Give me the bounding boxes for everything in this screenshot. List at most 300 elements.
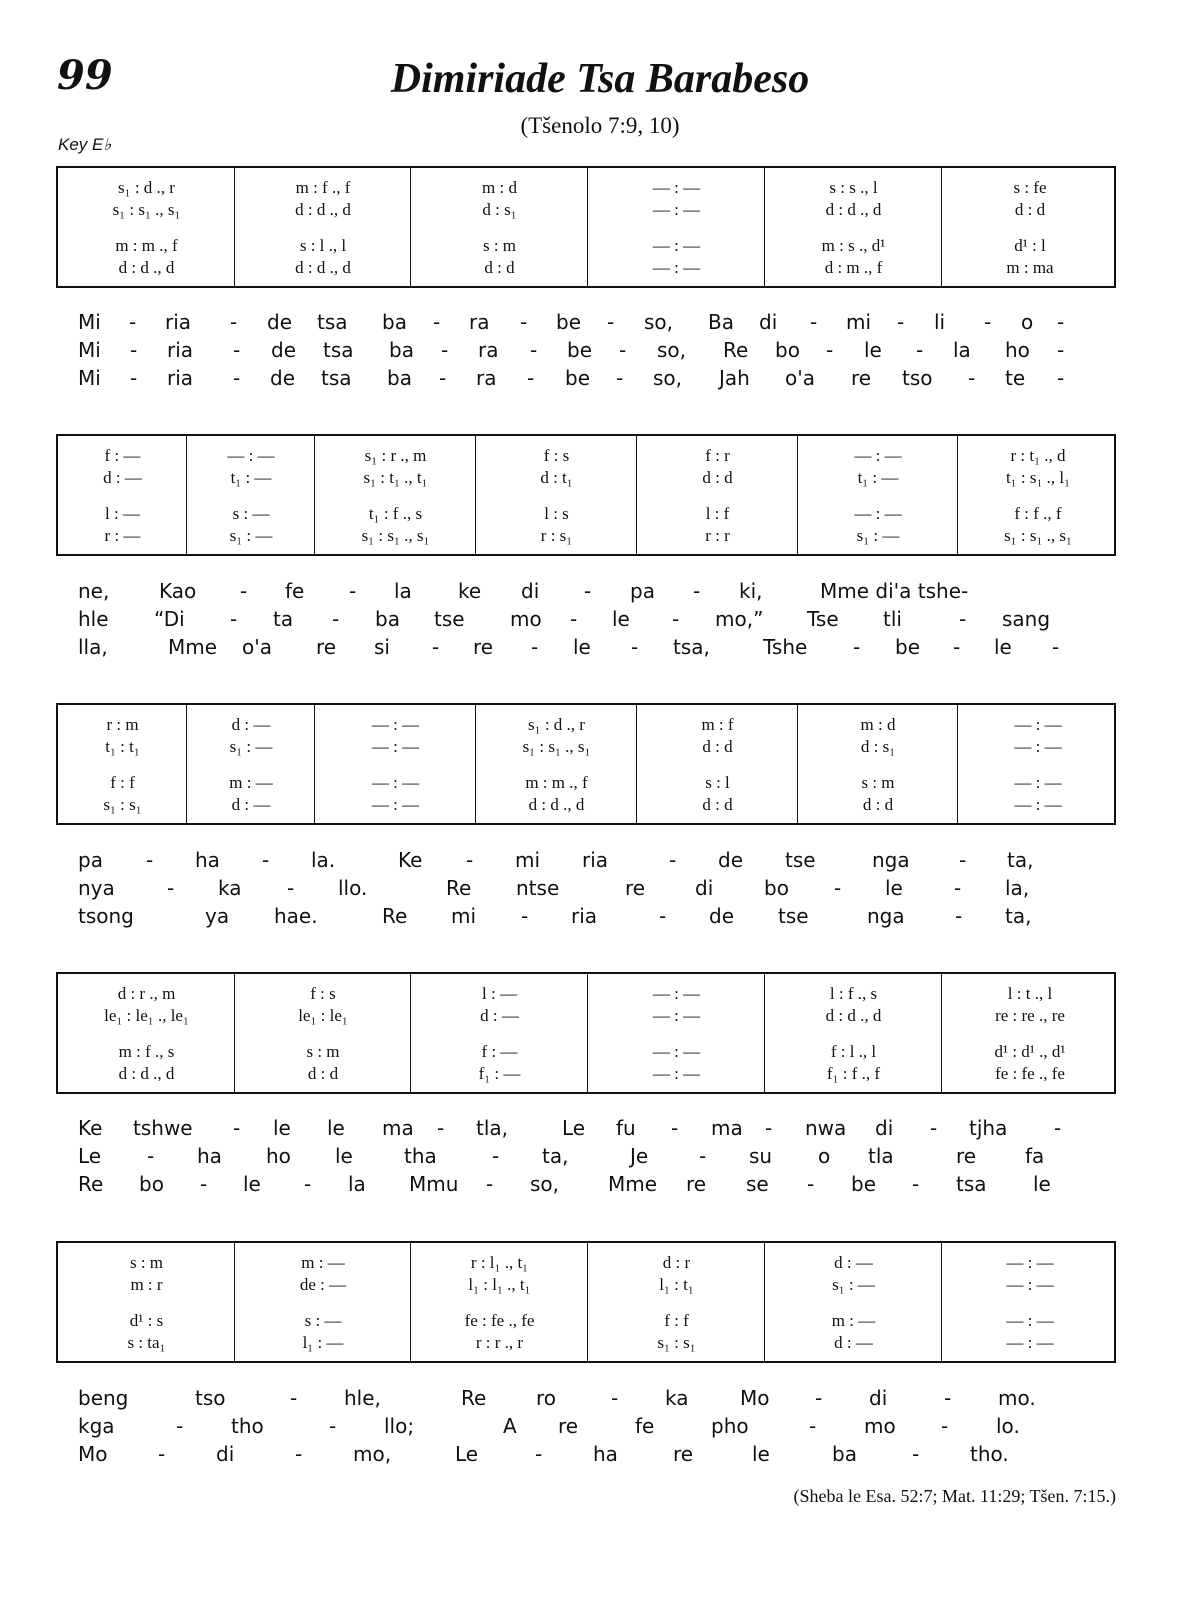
solfa-measure: l : f (705, 504, 730, 523)
solfa-measure: d : d ., d (825, 1006, 882, 1025)
lyric-syllable: re (956, 1144, 977, 1168)
lyric-syllable: - (1057, 366, 1065, 390)
lyric-syllable: - (916, 338, 924, 362)
solfa-measure: f : f ., f (1014, 504, 1062, 523)
solfa-measure: s : — (232, 504, 270, 523)
lyric-line-verse-1 (56, 1114, 1136, 1142)
lyric-syllable: re (625, 876, 646, 900)
lyric-syllable: - (233, 366, 241, 390)
solfa-measure: f : — (481, 1042, 518, 1061)
solfa-measure: — : — (371, 737, 420, 756)
lyric-syllable: - (809, 1414, 817, 1438)
solfa-measure: s₁ : d ., r (528, 715, 585, 734)
solfa-measure: s : l ., l (299, 236, 347, 255)
lyric-syllable: Mme (168, 635, 218, 659)
solfa-measure: — : — (1006, 1253, 1054, 1272)
lyric-syllable: - (672, 607, 680, 631)
lyric-syllable: bo (139, 1172, 164, 1196)
lyric-syllable: A (503, 1414, 517, 1438)
lyric-syllable: Re (382, 904, 408, 928)
lyric-syllable: - (1054, 1116, 1062, 1140)
lyric-syllable: be (851, 1172, 876, 1196)
lyric-syllable: Le (562, 1116, 586, 1140)
lyric-syllable: - (130, 338, 138, 362)
solfa-measure: d : — (103, 468, 142, 487)
lyric-line-verse-1 (56, 846, 1136, 874)
lyric-syllable: si (374, 635, 390, 659)
lyric-syllable: tsa (323, 338, 354, 362)
lyric-syllable: tha (404, 1144, 437, 1168)
lyric-syllable: - (147, 1144, 155, 1168)
lyric-syllable: te (1005, 366, 1026, 390)
solfa-measure: re : re ., re (995, 1006, 1065, 1025)
lyric-syllable: ba (387, 366, 412, 390)
lyric-syllable: mo,” (715, 607, 764, 631)
solfa-measure: r : t₁ ., d (1010, 446, 1066, 465)
lyric-syllable: - (671, 1116, 679, 1140)
lyric-syllable: be (567, 338, 592, 362)
lyric-syllable: hle (78, 607, 109, 631)
solfa-measure: t₁ : t₁ (105, 737, 140, 756)
tenor-part (58, 234, 1114, 258)
bass-part (58, 1062, 1114, 1086)
lyric-syllable: ria (167, 366, 194, 390)
lyric-syllable: kga (78, 1414, 115, 1438)
solfa-measure: m : m ., f (115, 236, 178, 255)
lyric-syllable: - (611, 1386, 619, 1410)
lyric-syllable: tse (434, 607, 465, 631)
lyric-syllable: ne, (78, 579, 110, 603)
lyric-syllable: Re (446, 876, 472, 900)
hymn-number: 99 (57, 52, 113, 99)
lyric-syllable: - (167, 876, 175, 900)
lyric-syllable: nya (78, 876, 115, 900)
lyric-syllable: le (573, 635, 591, 659)
lyric-syllable: mo. (998, 1386, 1036, 1410)
lyric-syllable: so, (530, 1172, 560, 1196)
lyric-syllable: tli (883, 607, 902, 631)
lyric-syllable: de (270, 366, 295, 390)
lyric-syllable: la (394, 579, 412, 603)
solfa-measure: s : m (306, 1042, 340, 1061)
lyric-syllable: - (233, 1116, 241, 1140)
solfa-measure: d : r ., m (117, 984, 176, 1003)
solfa-measure: m : r (130, 1275, 163, 1294)
lyric-syllable: Ke (398, 848, 423, 872)
solfa-measure: d¹ : d¹ ., d¹ (994, 1042, 1066, 1061)
solfa-measure: m : d (860, 715, 896, 734)
lyric-syllable: tho (231, 1414, 264, 1438)
lyric-syllable: ha (593, 1442, 618, 1466)
solfa-measure: m : m ., f (525, 773, 588, 792)
bass-part (58, 793, 1114, 817)
tenor-part (58, 771, 1114, 795)
lyric-syllable: ria (571, 904, 598, 928)
lyric-syllable: - (607, 310, 615, 334)
lyric-syllable: tsa (321, 366, 352, 390)
lyric-syllable: fu (616, 1116, 636, 1140)
lyric-syllable: le (864, 338, 882, 362)
soprano-part (58, 713, 1114, 737)
solfa-measure: — : — (652, 236, 701, 255)
lyric-syllable: - (1057, 338, 1065, 362)
solfa-measure: f₁ : f ., f (826, 1064, 881, 1083)
solfa-measure: m : f (701, 715, 734, 734)
solfa-measure: f : s (543, 446, 570, 465)
lyric-syllable: - (535, 1442, 543, 1466)
lyric-line-verse-3 (56, 1170, 1136, 1198)
lyric-syllable: tla (868, 1144, 894, 1168)
lyric-syllable: - (527, 366, 535, 390)
lyric-syllable: - (584, 579, 592, 603)
lyric-syllable: re (673, 1442, 694, 1466)
lyric-syllable: pa (78, 848, 103, 872)
solfa-measure: m : ma (1006, 258, 1054, 277)
lyric-syllable: - (432, 635, 440, 659)
solfa-measure: le₁ : le₁ ., le₁ (104, 1006, 189, 1025)
lyric-syllable: - (897, 310, 905, 334)
lyric-syllable: - (146, 848, 154, 872)
solfa-measure: s₁ : s₁ ., s₁ (112, 200, 181, 219)
lyric-syllable: - (570, 607, 578, 631)
lyric-syllable: mo, (353, 1442, 392, 1466)
lyric-syllable: - (230, 310, 238, 334)
solfa-measure: — : — (652, 178, 701, 197)
lyric-syllable: - (158, 1442, 166, 1466)
lyric-syllable: la, (1005, 876, 1030, 900)
solfa-measure: s : m (482, 236, 517, 255)
solfa-measure: d : d ., d (825, 200, 882, 219)
bass-part (58, 524, 1114, 548)
lyric-syllable: de (709, 904, 734, 928)
lyric-syllable: ra (478, 338, 499, 362)
lyric-syllable: - (437, 1116, 445, 1140)
lyric-syllable: - (954, 876, 962, 900)
solfa-measure: m : — (831, 1311, 876, 1330)
solfa-measure: d : — (231, 715, 271, 734)
lyric-line-verse-2 (56, 1412, 1136, 1440)
solfa-measure: t₁ : f ., s (368, 504, 423, 523)
lyric-syllable: ya (205, 904, 230, 928)
lyric-syllable: re (851, 366, 872, 390)
lyric-syllable: ka (665, 1386, 689, 1410)
lyric-syllable: o (818, 1144, 831, 1168)
soprano-part (58, 1251, 1114, 1275)
solfa-measure: — : — (652, 258, 701, 277)
lyric-syllable: - (984, 310, 992, 334)
solfa-measure: t₁ : — (857, 468, 899, 487)
solfa-measure: s₁ : s₁ ., s₁ (1004, 526, 1072, 545)
solfa-measure: s : m (861, 773, 895, 792)
lyric-syllable: - (441, 338, 449, 362)
solfa-measure: — : — (1014, 715, 1062, 734)
solfa-measure: d : t₁ (540, 468, 573, 487)
lyric-syllable: ma (382, 1116, 414, 1140)
lyric-syllable: - (433, 310, 441, 334)
lyric-syllable: - (130, 366, 138, 390)
lyric-syllable: - (699, 1144, 707, 1168)
solfa-measure: d : s₁ (482, 200, 517, 219)
lyric-syllable: - (439, 366, 447, 390)
scripture-reference: (Tšenolo 7:9, 10) (520, 113, 680, 138)
lyric-syllable: lla, (78, 635, 108, 659)
solfa-measure: m : d (482, 178, 517, 197)
lyric-syllable: tjha (969, 1116, 1008, 1140)
solfa-measure: s₁ : t₁ ., t₁ (363, 468, 428, 487)
solfa-measure: m : — (229, 773, 273, 792)
lyric-syllable: - (176, 1414, 184, 1438)
solfa-measure: — : — (854, 504, 902, 523)
lyric-syllable: lo. (996, 1414, 1020, 1438)
solfa-measure: m : s ., d¹ (821, 236, 886, 255)
lyric-syllable: re (473, 635, 494, 659)
lyric-syllable: - (200, 1172, 208, 1196)
solfa-measure: d : d (702, 737, 733, 756)
solfa-measure: s : s ., l (829, 178, 878, 197)
solfa-measure: de : — (299, 1275, 347, 1294)
solfa-measure: s₁ : s₁ ., s₁ (361, 526, 430, 545)
lyric-syllable: - (531, 635, 539, 659)
lyric-syllable: o'a (242, 635, 272, 659)
lyric-syllable: ha (197, 1144, 222, 1168)
lyric-syllable: Tse (807, 607, 839, 631)
solfa-measure: — : — (652, 1064, 701, 1083)
solfa-measure: s : m (129, 1253, 164, 1272)
lyric-syllable: sang (1002, 607, 1051, 631)
solfa-measure: d : r (662, 1253, 691, 1272)
lyric-syllable: fe (285, 579, 305, 603)
solfa-measure: s : ta₁ (127, 1333, 166, 1352)
lyric-syllable: ta, (1007, 848, 1034, 872)
lyric-syllable: be (565, 366, 590, 390)
lyric-syllable: - (295, 1442, 303, 1466)
lyric-syllable: Kao (159, 579, 197, 603)
solfa-measure: d : d (1014, 200, 1046, 219)
lyric-syllable: llo; (384, 1414, 415, 1438)
solfa-measure: r : r ., r (475, 1333, 524, 1352)
solfa-measure: — : — (652, 984, 701, 1003)
lyric-syllable: ria (167, 338, 194, 362)
solfa-measure: s : — (304, 1311, 342, 1330)
lyric-syllable: di (875, 1116, 894, 1140)
solfa-measure: t₁ : — (230, 468, 272, 487)
lyric-syllable: - (290, 1386, 298, 1410)
lyric-syllable: ria (582, 848, 609, 872)
solfa-measure: — : — (227, 446, 275, 465)
lyric-syllable: - (955, 904, 963, 928)
solfa-measure: d : — (231, 795, 271, 814)
solfa-measure: — : — (1014, 773, 1062, 792)
solfa-measure: s₁ : s₁ (103, 795, 142, 814)
lyric-syllable: Mi (78, 310, 101, 334)
lyric-syllable: so, (653, 366, 683, 390)
lyric-syllable: o (1021, 310, 1034, 334)
lyric-syllable: Re (723, 338, 749, 362)
solfa-measure: d : d ., d (118, 258, 175, 277)
lyric-syllable: di (869, 1386, 888, 1410)
lyric-syllable: Re (461, 1386, 487, 1410)
lyric-syllable: be (556, 310, 581, 334)
solfa-measure: — : — (652, 1042, 701, 1061)
lyric-syllable: - (230, 607, 238, 631)
solfa-measure: s₁ : — (832, 1275, 875, 1294)
lyric-syllable: beng (78, 1386, 129, 1410)
solfa-measure: m : f ., s (118, 1042, 175, 1061)
solfa-measure: le₁ : le₁ (298, 1006, 348, 1025)
lyric-syllable: tsa (317, 310, 348, 334)
lyric-syllable: Ba (708, 310, 734, 334)
lyric-syllable: ta (273, 607, 294, 631)
solfa-measure: d : d (307, 1064, 339, 1083)
lyric-syllable: be (895, 635, 920, 659)
lyric-syllable: la. (311, 848, 336, 872)
solfa-measure: — : — (371, 773, 420, 792)
solfa-measure: f : f (664, 1311, 689, 1330)
solfa-measure: l : — (482, 984, 517, 1003)
solfa-measure: l₁ : — (302, 1333, 344, 1352)
lyric-syllable: di (759, 310, 778, 334)
solfa-measure: d : d (484, 258, 515, 277)
lyric-syllable: - (959, 848, 967, 872)
bass-part (58, 1331, 1114, 1355)
lyric-syllable: - (912, 1172, 920, 1196)
solfa-measure: r : — (104, 526, 141, 545)
solfa-measure: s₁ : — (229, 737, 273, 756)
lyric-syllable: mi (846, 310, 872, 334)
lyric-syllable: - (807, 1172, 815, 1196)
lyric-syllable: - (287, 876, 295, 900)
lyric-syllable: - (262, 848, 270, 872)
lyric-syllable: Re (78, 1172, 104, 1196)
solfa-measure: s₁ : r ., m (364, 446, 427, 465)
lyric-syllable: - (959, 607, 967, 631)
lyric-syllable: Je (630, 1144, 649, 1168)
lyric-syllable: se (746, 1172, 769, 1196)
solfa-measure: d : d ., d (528, 795, 585, 814)
solfa-measure: l : s (544, 504, 569, 523)
lyric-syllable: hae. (274, 904, 318, 928)
lyric-syllable: - (834, 876, 842, 900)
lyric-syllable: ki, (739, 579, 763, 603)
solfa-measure: d : — (834, 1253, 873, 1272)
lyric-syllable: Mo (78, 1442, 108, 1466)
lyric-syllable: tsong (78, 904, 134, 928)
lyric-syllable: bo (764, 876, 789, 900)
solfa-measure: l : — (105, 504, 140, 523)
lyric-line-verse-3 (56, 633, 1136, 661)
lyric-syllable: tho. (970, 1442, 1009, 1466)
solfa-measure: fe : fe ., fe (464, 1311, 535, 1330)
lyric-syllable: Ke (78, 1116, 103, 1140)
solfa-measure: — : — (371, 795, 420, 814)
solfa-measure: d¹ : l (1014, 236, 1046, 255)
solfa-measure: f : f (110, 773, 135, 792)
alto-part (58, 466, 1114, 490)
solfa-measure: — : — (1006, 1275, 1054, 1294)
lyric-syllable: pa (630, 579, 655, 603)
cross-references: (Sheba le Esa. 52:7; Mat. 11:29; Tšen. 7:15.) (793, 1486, 1116, 1506)
solfa-measure: f : l ., l (830, 1042, 877, 1061)
lyric-syllable: mi (451, 904, 477, 928)
music-system (56, 972, 1116, 1094)
solfa-measure: d : m ., f (824, 258, 883, 277)
lyric-syllable: llo. (338, 876, 368, 900)
lyric-syllable: Le (78, 1144, 102, 1168)
lyric-line-verse-1 (56, 577, 1136, 605)
lyric-syllable: Mi (78, 338, 101, 362)
solfa-measure: d : d (702, 468, 733, 487)
lyric-syllable: - (815, 1386, 823, 1410)
lyric-syllable: de (718, 848, 743, 872)
lyric-syllable: - (669, 848, 677, 872)
lyric-line-verse-1 (56, 1384, 1136, 1412)
lyric-syllable: Mme (608, 1172, 658, 1196)
lyric-syllable: - (616, 366, 624, 390)
lyric-syllable: ba (375, 607, 400, 631)
lyric-syllable: di (521, 579, 540, 603)
lyric-syllable: - (492, 1144, 500, 1168)
solfa-measure: — : — (1014, 795, 1062, 814)
solfa-measure: d : — (480, 1006, 519, 1025)
lyric-syllable: tshwe (133, 1116, 193, 1140)
lyric-syllable: - (486, 1172, 494, 1196)
lyric-syllable: - (693, 579, 701, 603)
lyric-syllable: “Di (154, 607, 185, 631)
lyric-syllable: - (1057, 310, 1065, 334)
lyric-syllable: tsa, (673, 635, 710, 659)
lyric-line-verse-1 (56, 308, 1136, 336)
lyric-syllable: le (885, 876, 903, 900)
lyric-syllable: ha (195, 848, 220, 872)
solfa-measure: l : t ., l (1007, 984, 1053, 1003)
lyric-syllable: ka (218, 876, 242, 900)
lyric-line-verse-2 (56, 1142, 1136, 1170)
lyric-syllable: Le (455, 1442, 479, 1466)
lyric-syllable: Mo (740, 1386, 770, 1410)
lyric-syllable: le (612, 607, 630, 631)
music-system (56, 434, 1116, 556)
lyric-syllable: li (934, 310, 946, 334)
lyric-syllable: fa (1025, 1144, 1045, 1168)
lyric-syllable: fe (635, 1414, 655, 1438)
lyric-syllable: Mmu (409, 1172, 459, 1196)
solfa-measure: r : s₁ (540, 526, 573, 545)
lyric-syllable: - (619, 338, 627, 362)
solfa-measure: d : d ., d (295, 200, 351, 219)
lyric-syllable: - (240, 579, 248, 603)
lyric-syllable: - (765, 1116, 773, 1140)
lyric-syllable: ra (476, 366, 497, 390)
solfa-measure: r : l₁ ., t₁ (470, 1253, 529, 1272)
lyric-syllable: re (686, 1172, 707, 1196)
solfa-measure: f : r (705, 446, 730, 465)
solfa-measure: — : — (1006, 1311, 1054, 1330)
lyric-syllable: - (129, 310, 137, 334)
lyric-syllable: - (853, 635, 861, 659)
lyric-syllable: de (267, 310, 292, 334)
solfa-measure: r : r (705, 526, 730, 545)
solfa-measure: d¹ : s (129, 1311, 164, 1330)
solfa-measure: fe : fe ., fe (995, 1064, 1065, 1083)
lyric-syllable: le (1033, 1172, 1051, 1196)
lyric-syllable: Tshe (763, 635, 808, 659)
lyric-syllable: nwa (805, 1116, 847, 1140)
lyric-syllable: nga (872, 848, 910, 872)
lyric-line-verse-2 (56, 605, 1136, 633)
lyric-line-verse-2 (56, 874, 1136, 902)
lyric-syllable: nga (867, 904, 905, 928)
lyric-syllable: ro (536, 1386, 557, 1410)
